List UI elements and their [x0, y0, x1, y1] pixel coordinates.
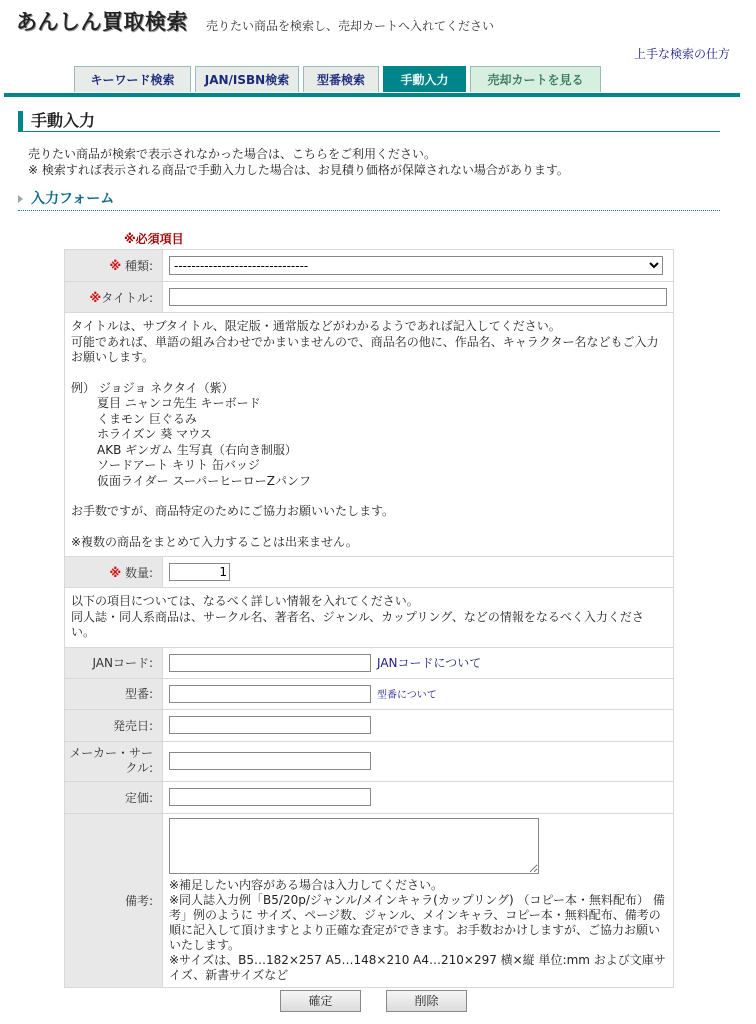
- model-input[interactable]: [169, 685, 371, 703]
- maker-circle-label: メーカー・サークル:: [65, 741, 163, 781]
- type-label: ※ 種類:: [65, 250, 163, 282]
- title-help: タイトルは、サブタイトル、限定版・通常版などがわかるようであれば記入してください。 可能であれば、単語の組み合わせでかまいませんので、商品名の他に、作品名、キャラクター名などもご入力お願いします。 例） ジョジョ ネクタイ（紫） 夏目 ニャンコ先生 キーボード くまモン 巨ぐるみ ホライズン 葵 マウス AKB ギンガム 生写真（右向き制服） ソードアート キリト 缶バッジ 仮面ライダー スーパーヒーローZパンフ お手数ですが、商品特定のためにご協力お願いいたします。 ※複数の商品をまとめて入力することは出来ません。: [65, 313, 674, 557]
- tab-keyword-search[interactable]: キーワード検索: [74, 66, 191, 92]
- tab-model-search[interactable]: 型番検索: [303, 66, 379, 92]
- maker-circle-input[interactable]: [169, 752, 371, 770]
- header-subtitle: 売りたい商品を検索し、売却カートへ入れてください: [206, 19, 495, 33]
- jan-info-link[interactable]: JANコードについて: [377, 655, 482, 670]
- page-title: 手動入力: [18, 111, 720, 132]
- remarks-textarea[interactable]: [169, 818, 539, 874]
- list-price-label: 定価:: [65, 781, 163, 813]
- jan-input[interactable]: [169, 654, 371, 672]
- required-note: ※必須項目: [124, 232, 184, 246]
- tab-view-sell-cart[interactable]: 売却カートを見る: [470, 66, 601, 92]
- manual-input-form: [64, 249, 674, 988]
- remarks-help-1: ※補足したい内容がある場合は入力してください。: [169, 877, 444, 892]
- tab-manual-input[interactable]: 手動入力: [383, 66, 466, 92]
- page-description: [28, 146, 569, 178]
- quantity-label: ※ 数量:: [65, 557, 163, 588]
- tab-jan-isbn-search[interactable]: JAN/ISBN検索: [195, 66, 299, 92]
- search-tabs: [74, 66, 601, 94]
- desc-line-2: ※ 検索すれば表示される商品で手動入力した場合は、お見積り価格が保障されない場合があります。: [28, 163, 569, 177]
- form-section-title: 入力フォーム: [31, 191, 115, 207]
- form-buttons: [280, 990, 467, 1012]
- list-price-input[interactable]: [169, 788, 371, 806]
- delete-button[interactable]: 削除: [386, 990, 467, 1012]
- site-brand: あんしん買取検索: [16, 10, 188, 34]
- howto-link[interactable]: 上手な検索の仕方: [633, 47, 730, 61]
- form-section-heading: [18, 190, 720, 211]
- release-date-label: 発売日:: [65, 709, 163, 741]
- remarks-help-3: ※サイズは、B5…182×257 A5…148×210 A4…210×297 横×縦 単位:mm および文庫サイズ、新書サイズなど: [169, 952, 666, 982]
- type-select[interactable]: [169, 256, 663, 275]
- desc-line-1: 売りたい商品が検索で表示されなかった場合は、こちらをご利用ください。: [28, 147, 437, 161]
- triangle-bullet-icon: [18, 195, 23, 203]
- release-date-input[interactable]: [169, 716, 371, 734]
- title-label: ※タイトル:: [65, 282, 163, 313]
- remarks-help-2: ※同人誌入力例「B5/20p/ジャンル/メインキャラ(カップリング) （コピー本・無料配布） 備考」例のように サイズ、ページ数、ジャンル、メインキャラ、コピー本・無料配布、備考の順に記入して頂けますとより正確な査定ができます。お手数おかけしますが、ご協力お願いいたします。: [169, 892, 665, 952]
- confirm-button[interactable]: 確定: [280, 990, 361, 1012]
- jan-label: JANコード:: [65, 647, 163, 678]
- quantity-input[interactable]: [169, 563, 230, 581]
- detail-help: 以下の項目については、なるべく詳しい情報を入れてください。 同人誌・同人系商品は、サークル名、著者名、ジャンル、カップリング、などの情報をなるべく入力ください。: [65, 588, 674, 648]
- title-input[interactable]: [169, 288, 667, 306]
- remarks-label: 備考:: [65, 813, 163, 987]
- model-info-link[interactable]: 型番について: [377, 689, 437, 701]
- model-label: 型番:: [65, 678, 163, 709]
- tab-underline: [4, 93, 740, 97]
